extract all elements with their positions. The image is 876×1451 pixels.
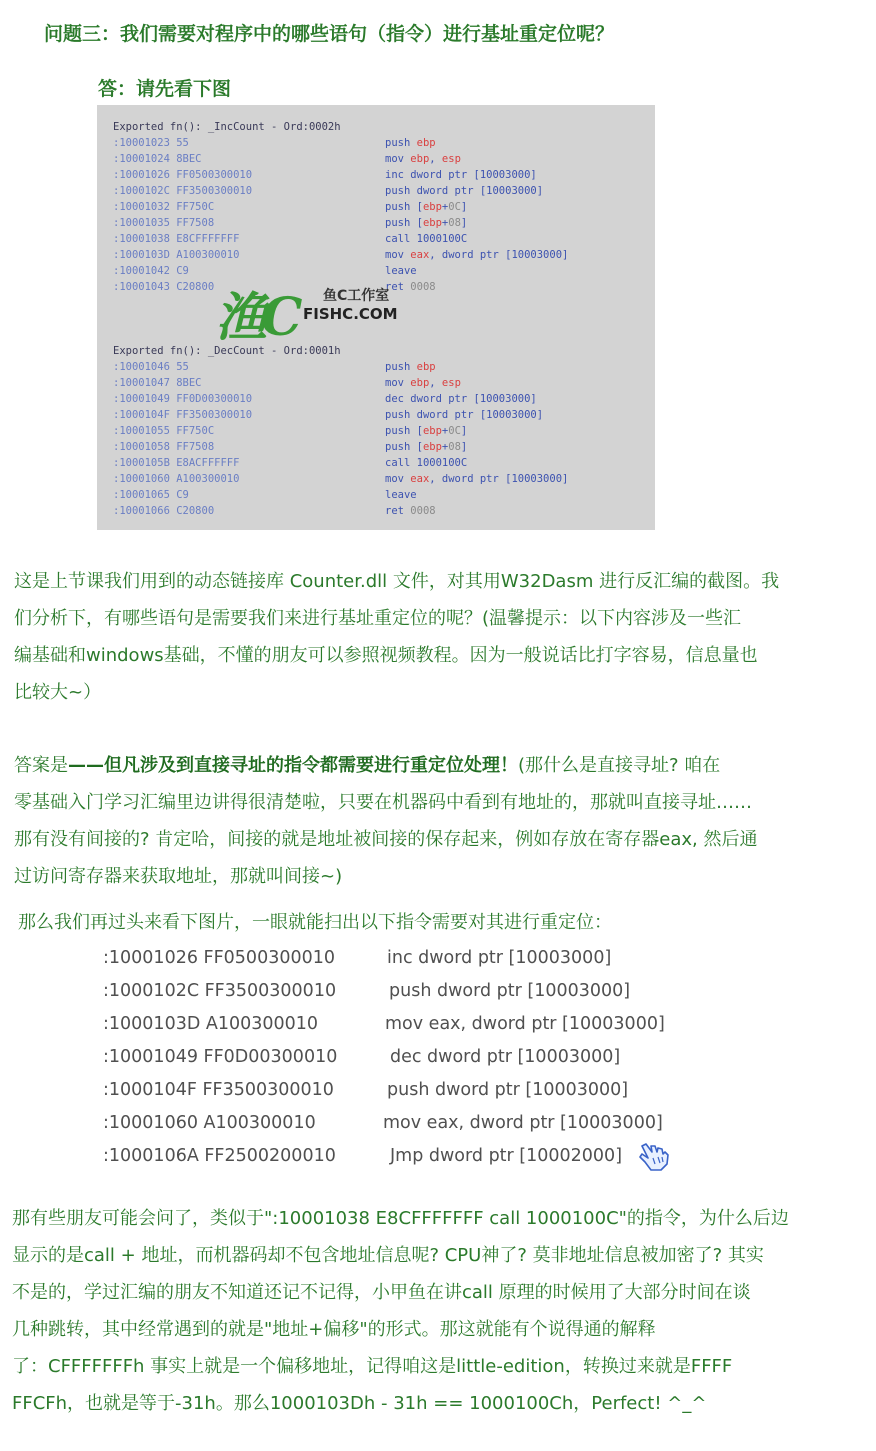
disasm-instruction (385, 391, 537, 407)
disasm-row (113, 151, 461, 167)
text-line: 过访问寄存器来获取地址，那就叫间接~) (14, 866, 343, 887)
answer-heading: 答：请先看下图 (98, 78, 232, 100)
disasm-operand: ebp (422, 217, 442, 229)
disasm-opcode: mov (385, 377, 404, 389)
disasm-operand: , (429, 377, 442, 389)
text-line: 不是的，学过汇编的朋友不知道还记不记得，小甲鱼在讲call 原理的时候用了大部分时间在谈 (12, 1282, 751, 1303)
disasm-operand: esp (441, 377, 461, 389)
disasm-row (113, 423, 468, 439)
disasm-operand: ] (460, 441, 468, 453)
question-title: 问题三：我们需要对程序中的哪些语句（指令）进行基址重定位呢？ (44, 23, 615, 45)
disasm-row (113, 391, 537, 407)
disasm-operand: , (429, 153, 442, 165)
disasm-operand: ebp (422, 201, 442, 213)
text-line: 了：CFFFFFFFh 事实上就是一个偏移地址，记得咱这是little-edition，转换过来就是FFFF (12, 1356, 733, 1377)
disasm-rows-deccount (113, 359, 569, 519)
disasm-row (113, 407, 544, 423)
disasm-address: :10001066 C20800 (113, 505, 215, 517)
disasm-operand: 08 (448, 217, 461, 229)
disasm-operand: ebp (410, 377, 430, 389)
disasm-address: :10001038 E8CFFFFFFF (113, 233, 240, 245)
text-line: 几种跳转，其中经常遇到的就是"地址+偏移"的形式。那这就能有个说得通的解释 (12, 1319, 656, 1340)
relocation-item (103, 948, 612, 981)
intro-paragraph (14, 563, 779, 711)
text-line: 零基础入门学习汇编里边讲得很清楚啦，只要在机器码中看到有地址的，那就叫直接寻址…… (14, 792, 752, 813)
disasm-address: :1000103D A100300010 (113, 249, 240, 261)
disasm-operand: , dword ptr [10003000] (429, 249, 569, 261)
disasm-rows-inccount (113, 135, 569, 295)
disasm-instruction (385, 471, 568, 487)
text-line: 这是上节课我们用到的动态链接库 Counter.dll 文件，对其用W32Dasm 进行反汇编的截图。我 (14, 571, 780, 592)
disasm-opcode: mov (385, 249, 404, 261)
text-line: 编基础和windows基础，不懂的朋友可以参照视频教程。因为一般说话比打字容易，信息量也 (14, 645, 758, 666)
disasm-address: :10001023 55 (113, 137, 189, 149)
disasm-instruction (385, 279, 436, 295)
relocation-code: :10001049 FF0D00300010 (103, 1047, 338, 1067)
disasm-opcode: push (385, 217, 411, 229)
disasm-opcode: push (385, 361, 411, 373)
disasm-opcode: push (385, 201, 411, 213)
disasm-address: :10001024 8BEC (113, 153, 202, 165)
relocation-code: :1000102C FF3500300010 (103, 981, 337, 1001)
disasm-operand: dword ptr [10003000] (416, 409, 544, 421)
text-line: 显示的是call + 地址，而机器码却不包含地址信息呢? CPU神了? 莫非地址信息被加密了? 其实 (12, 1245, 764, 1266)
relocation-list (103, 948, 665, 1179)
disasm-instruction (385, 503, 436, 519)
disasm-instruction (385, 455, 467, 471)
disasm-opcode: mov (385, 153, 404, 165)
relocation-item (103, 1080, 629, 1113)
text-line: 们分析下，有哪些语句是需要我们来进行基址重定位的呢？(温馨提示：以下内容涉及一些汇 (14, 608, 742, 629)
disasm-address: :1000102C FF3500300010 (113, 185, 253, 197)
disasm-address: :10001049 FF0D00300010 (113, 393, 253, 405)
disasm-operand: ] (460, 217, 468, 229)
disasm-operand: ] (460, 425, 468, 437)
disasm-operand: [ (416, 425, 423, 437)
answer-prefix: 答案是 (14, 755, 68, 776)
disasm-instruction (385, 151, 461, 167)
text-line (14, 747, 757, 784)
disasm-row (113, 455, 468, 471)
disasm-address: :10001055 FF750C (113, 425, 215, 437)
disasm-operand: ebp (416, 361, 436, 373)
text-line: 比较大~） (14, 682, 102, 703)
relocation-instruction: inc dword ptr [10003000] (387, 948, 612, 968)
disasm-operand: ebp (422, 425, 442, 437)
watermark-site-name: FISHC.COM (303, 305, 398, 323)
disasm-opcode: call (385, 233, 411, 245)
relocation-item (103, 1014, 665, 1047)
relocation-item (103, 981, 631, 1014)
relocation-item (103, 1146, 623, 1179)
disasm-opcode: push (385, 441, 411, 453)
disasm-row (113, 231, 468, 247)
relocation-instruction: push dword ptr [10003000] (389, 981, 631, 1001)
disasm-instruction (385, 407, 543, 423)
disasm-address: :10001046 55 (113, 361, 189, 373)
disasm-operand: ebp (410, 153, 430, 165)
disasm-row (113, 487, 417, 503)
disasm-operand: dword ptr [10003000] (410, 169, 537, 181)
disasm-operand: [ (416, 201, 423, 213)
disasm-operand: [ (416, 217, 423, 229)
relocation-instruction: dec dword ptr [10003000] (390, 1047, 621, 1067)
disasm-instruction (385, 439, 467, 455)
list-intro: 那么我们再过头来看下图片，一眼就能扫出以下指令需要对其进行重定位： (18, 912, 612, 933)
relocation-instruction: Jmp dword ptr [10002000] (390, 1146, 623, 1166)
disasm-instruction (385, 183, 543, 199)
disasm-opcode: ret (385, 281, 404, 293)
disasm-opcode: dec (385, 393, 404, 405)
relocation-code: :1000106A FF2500200010 (103, 1146, 336, 1166)
disasm-opcode: push (385, 185, 411, 197)
disasm-address: :10001060 A100300010 (113, 473, 240, 485)
disasm-row (113, 247, 569, 263)
disasm-operand: 1000100C (416, 457, 468, 469)
disasm-operand: dword ptr [10003000] (416, 185, 544, 197)
answer-aside: (那什么是直接寻址? 咱在 (518, 755, 721, 776)
watermark-script-logo: 渔C (215, 287, 297, 348)
disasm-operand: dword ptr [10003000] (410, 393, 537, 405)
relocation-item (103, 1113, 663, 1146)
relocation-code: :1000103D A100300010 (103, 1014, 319, 1034)
disasm-operand: ebp (422, 441, 442, 453)
disasm-row (113, 439, 468, 455)
disasm-operand: 08 (448, 441, 461, 453)
relocation-instruction: mov eax, dword ptr [10003000] (383, 1113, 663, 1133)
disasm-row (113, 471, 569, 487)
answer-paragraph (14, 747, 757, 895)
disasm-row (113, 503, 436, 519)
disasm-opcode: push (385, 137, 411, 149)
disasm-row (113, 167, 537, 183)
disasm-operand: 0C (448, 201, 461, 213)
relocation-instruction: push dword ptr [10003000] (387, 1080, 629, 1100)
disasm-instruction (385, 215, 467, 231)
disasm-opcode: push (385, 409, 411, 421)
disasm-row (113, 215, 468, 231)
disasm-opcode: mov (385, 473, 404, 485)
answer-key-point: ——但凡涉及到直接寻址的指令都需要进行重定位处理！ (68, 755, 518, 776)
disasm-operand: , dword ptr [10003000] (429, 473, 569, 485)
disasm-address: :10001065 C9 (113, 489, 189, 501)
disasm-operand: + (441, 425, 449, 437)
disasm-operand: 0C (448, 425, 461, 437)
relocation-code: :10001026 FF0500300010 (103, 948, 336, 968)
disasm-instruction (385, 487, 417, 503)
disasm-instruction (385, 375, 461, 391)
disasm-operand: 0008 (410, 281, 436, 293)
disasm-address: :10001032 FF750C (113, 201, 215, 213)
disasm-operand: ebp (416, 137, 436, 149)
watermark-studio-name: 鱼C工作室 (323, 288, 390, 304)
text-line: 那有些朋友可能会问了，类似于":10001038 E8CFFFFFFF call 1000100C"的指令，为什么后边 (12, 1208, 789, 1229)
relocation-code: :10001060 A100300010 (103, 1113, 316, 1133)
text-line: FFCFh，也就是等于-31h。那么1000103Dh - 31h == 1000100Ch，Perfect! ^_^ (12, 1393, 707, 1414)
disasm-operand: + (441, 441, 449, 453)
disasm-operand: [ (416, 441, 423, 453)
disasm-operand: + (441, 217, 449, 229)
disasm-opcode: leave (385, 265, 417, 277)
disasm-opcode: push (385, 425, 411, 437)
export-header-inccount: Exported fn(): _IncCount - Ord:0002h (113, 121, 341, 133)
disasm-row (113, 359, 436, 375)
disasm-address: :10001047 8BEC (113, 377, 202, 389)
disasm-operand: ] (460, 201, 468, 213)
disasm-operand: 1000100C (416, 233, 468, 245)
disasm-instruction (385, 359, 436, 375)
disasm-operand: 0008 (410, 505, 436, 517)
export-header-deccount: Exported fn(): _DecCount - Ord:0001h (113, 345, 341, 357)
disasm-instruction (385, 199, 467, 215)
hand-cursor-icon (636, 1140, 670, 1176)
disasm-address: :10001058 FF7508 (113, 441, 215, 453)
disasm-row (113, 375, 461, 391)
disasm-address: :10001035 FF7508 (113, 217, 215, 229)
relocation-code: :1000104F FF3500300010 (103, 1080, 334, 1100)
disasm-block-deccount (113, 343, 569, 519)
text-line: 那有没有间接的? 肯定哈，间接的就是地址被间接的保存起来，例如存放在寄存器eax, 然后通 (14, 829, 758, 850)
disasm-instruction (385, 263, 417, 279)
disasm-operand: eax (410, 249, 430, 261)
disasm-address: :10001042 C9 (113, 265, 189, 277)
disasm-block-inccount (113, 119, 569, 295)
disasm-instruction (385, 423, 467, 439)
disasm-opcode: inc (385, 169, 404, 181)
relocation-instruction: mov eax, dword ptr [10003000] (385, 1014, 665, 1034)
disasm-address: :10001026 FF0500300010 (113, 169, 253, 181)
disasm-address: :1000104F FF3500300010 (113, 409, 253, 421)
disasm-operand: + (441, 201, 449, 213)
disasm-address: :10001043 C20800 (113, 281, 215, 293)
disasm-operand: eax (410, 473, 430, 485)
disasm-row (113, 199, 468, 215)
disasm-address: :1000105B E8ACFFFFFF (113, 457, 240, 469)
closing-paragraph (12, 1200, 789, 1422)
relocation-item (103, 1047, 621, 1080)
disasm-instruction (385, 167, 537, 183)
disasm-opcode: leave (385, 489, 417, 501)
disasm-instruction (385, 135, 436, 151)
disasm-instruction (385, 231, 467, 247)
disasm-instruction (385, 247, 568, 263)
disasm-row (113, 183, 544, 199)
disassembly-screenshot (97, 105, 655, 530)
disasm-row (113, 135, 436, 151)
disasm-opcode: ret (385, 505, 404, 517)
disasm-opcode: call (385, 457, 411, 469)
disasm-operand: esp (441, 153, 461, 165)
